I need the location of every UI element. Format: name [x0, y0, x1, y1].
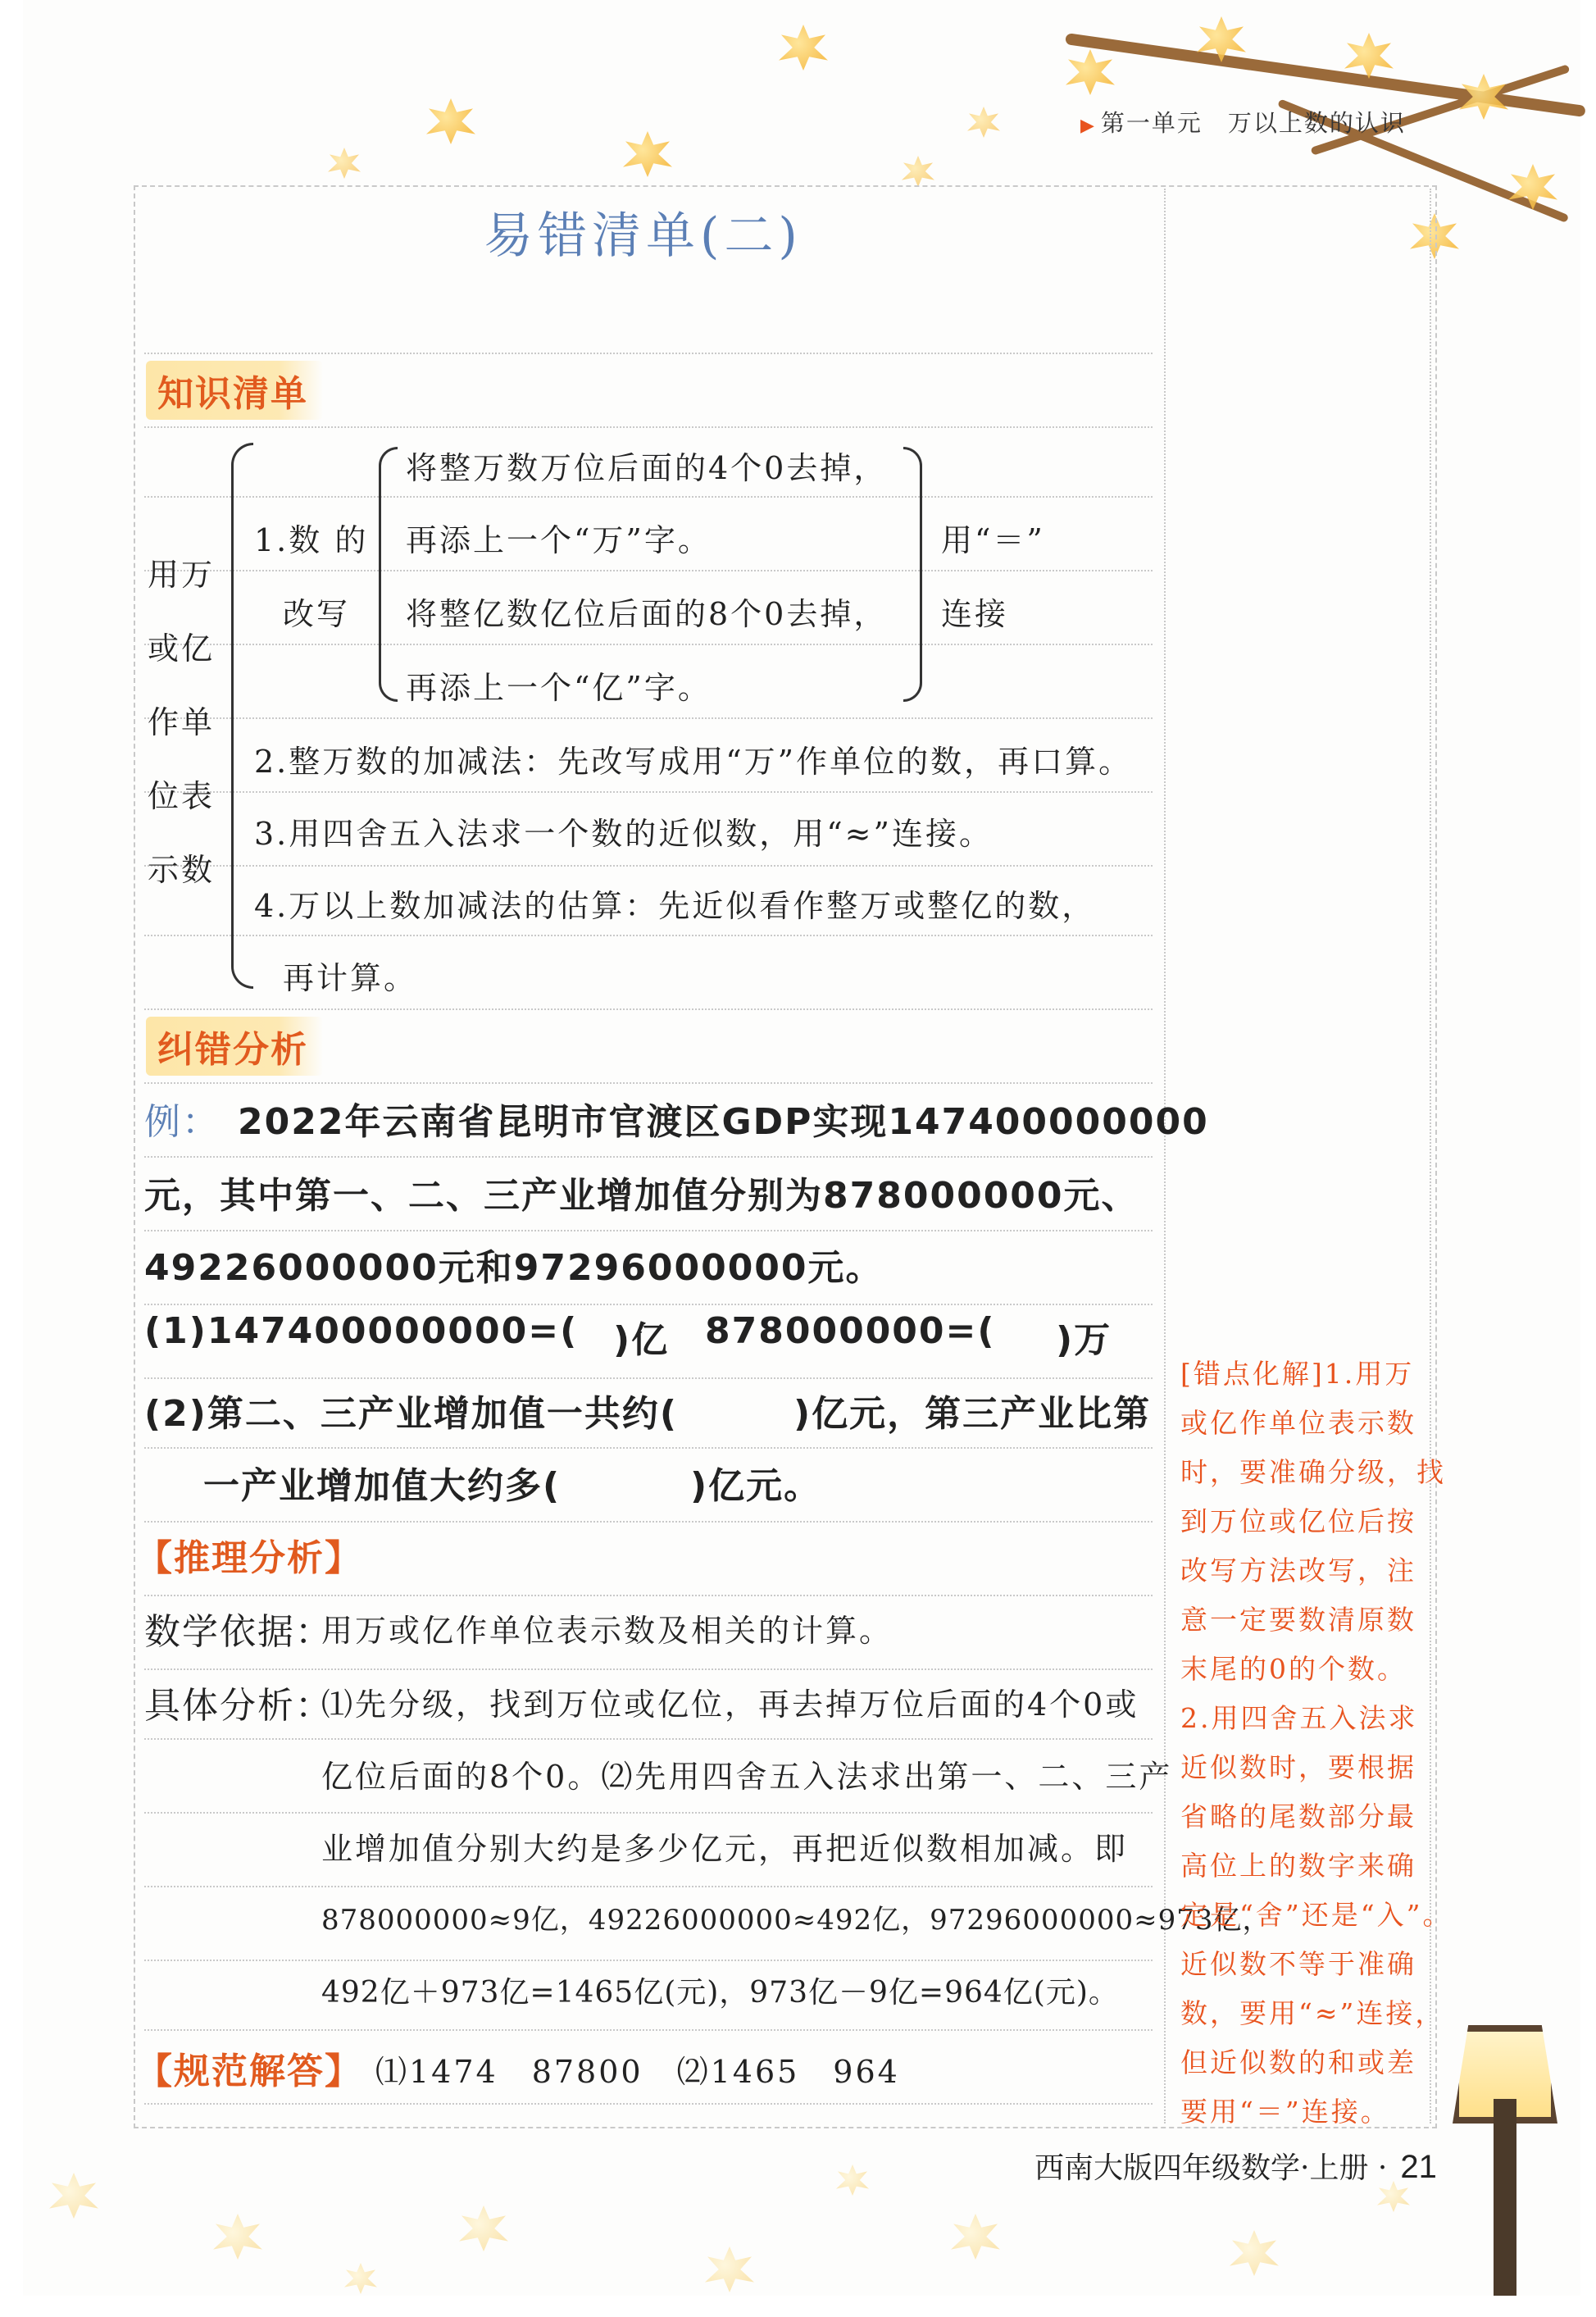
detail-line: ⑴先分级，找到万位或亿位，再去掉万位后面的4个0或	[321, 1687, 1139, 1723]
ruled-line	[144, 1447, 1153, 1449]
left-label-line: 用万	[148, 557, 216, 593]
ruled-line	[144, 1156, 1153, 1158]
ruled-line	[144, 2029, 1153, 2031]
basis-label: 数学依据：	[144, 1611, 333, 1653]
ruled-line	[144, 791, 1153, 793]
question-2-part: (2)第二、三产业增加值一共约(	[144, 1393, 678, 1435]
ruled-line	[144, 1082, 1153, 1084]
question-1-part: )万	[1056, 1319, 1112, 1361]
page-footer	[1034, 2145, 1437, 2187]
item3: 3.用四舍五入法求一个数的近似数，用“≈”连接。	[254, 816, 993, 852]
ruled-line	[144, 717, 1153, 719]
left-label-line: 或亿	[148, 630, 216, 667]
knowledge-section-title: 知识清单	[146, 361, 323, 420]
page-title: 易错清单(二)	[484, 207, 803, 265]
left-label-line: 位表	[148, 778, 216, 814]
side-note-line: 或亿作单位表示数	[1180, 1407, 1416, 1439]
ruled-line	[144, 1738, 1153, 1740]
item4: 4.万以上数加减法的估算：先近似看作整万或整亿的数，	[254, 888, 1096, 924]
side-note-line: 近似数不等于准确	[1180, 1948, 1416, 1980]
item1-line: 再添上一个“万”字。	[406, 522, 712, 558]
ruled-line	[144, 570, 1153, 571]
item1-label: 改写	[283, 596, 351, 632]
ruled-line	[144, 1960, 1153, 1961]
side-note-line: 但近似数的和或差	[1180, 2046, 1416, 2078]
side-note-line: 时，要准确分级，找	[1180, 1456, 1446, 1488]
left-label-line: 示数	[148, 852, 216, 888]
ruled-line	[144, 1008, 1153, 1010]
question-1-part: )亿	[613, 1319, 670, 1361]
triangle-marker-icon: ▶	[1080, 116, 1096, 136]
ruled-line	[144, 1668, 1153, 1670]
side-note-line: 高位上的数字来确	[1180, 1850, 1416, 1882]
question-2-part: )亿元。	[690, 1465, 822, 1507]
item4-continued: 再计算。	[283, 960, 418, 996]
answer-text: ⑴1474 87800 ⑵1465 964	[375, 2054, 900, 2090]
basis-text: 用万或亿作单位表示数及相关的计算。	[321, 1613, 893, 1649]
side-note-line: 改写方法改写，注	[1180, 1555, 1416, 1586]
detail-line: 业增加值分别大约是多少亿元，再把近似数相加减。即	[321, 1831, 1129, 1867]
outer-brace	[231, 443, 253, 989]
ruled-line	[144, 1886, 1153, 1887]
page-number: 21	[1400, 2149, 1437, 2185]
example-line: 49226000000元和97296000000元。	[144, 1247, 884, 1289]
question-2-part: )亿元，第三产业比第	[793, 1393, 1152, 1435]
margin-dotted-line	[1430, 189, 1431, 2124]
side-note-line: 数，要用“≈”连接，	[1180, 1997, 1445, 2029]
left-label-line: 作单	[148, 704, 216, 740]
ruled-line	[144, 1595, 1153, 1596]
unit-header-text: 第一单元 万以上数的认识	[1100, 109, 1406, 137]
book-title: 西南大版四年级数学·上册 ·	[1034, 2151, 1388, 2185]
ruled-line	[144, 644, 1153, 645]
side-note-line: 定是“舍”还是“入”。	[1180, 1899, 1453, 1931]
side-note-line: 省略的尾数部分最	[1180, 1800, 1416, 1832]
question-1-part: 878000000=(	[705, 1310, 996, 1352]
ruled-line	[144, 935, 1153, 936]
detail-label: 具体分析：	[144, 1685, 333, 1727]
detail-line: 亿位后面的8个0。⑵先用四舍五入法求出第一、二、三产	[321, 1759, 1173, 1795]
question-1-part: (1)147400000000=(	[144, 1310, 579, 1352]
correction-section-title: 纠错分析	[146, 1017, 323, 1076]
ruled-line	[144, 865, 1153, 867]
side-note-line: 末尾的0的个数。	[1180, 1653, 1407, 1685]
item1-label: 1.数 的	[254, 522, 369, 558]
side-note-line: [错点化解]1.用万	[1180, 1358, 1415, 1390]
example-line: 2022年云南省昆明市官渡区GDP实现147400000000	[238, 1101, 1209, 1143]
item2: 2.整万数的加减法：先改写成用“万”作单位的数，再口算。	[254, 744, 1133, 780]
ruled-line	[144, 496, 1153, 498]
side-note-line: 意一定要数清原数	[1180, 1604, 1416, 1636]
item1-connector: 用“＝”	[941, 522, 1045, 558]
ruled-line	[144, 1377, 1153, 1379]
inner-brace-left	[379, 447, 398, 702]
side-note-line: 近似数时，要根据	[1180, 1751, 1416, 1783]
side-note-line: 到万位或亿位后按	[1180, 1505, 1416, 1537]
inner-brace-right	[903, 447, 922, 702]
question-2-part: 一产业增加值大约多(	[203, 1465, 562, 1507]
side-note-line: 要用“＝”连接。	[1180, 2096, 1390, 2128]
ruled-line	[144, 2103, 1153, 2105]
unit-header	[1080, 105, 1406, 139]
ruled-line	[144, 426, 1153, 428]
answer-title: 【规范解答】	[136, 2051, 362, 2092]
detail-line: 492亿＋973亿=1465亿(元)，973亿－9亿=964亿(元)。	[321, 1976, 1119, 2010]
example-line: 元，其中第一、二、三产业增加值分别为878000000元、	[144, 1175, 1139, 1217]
margin-dotted-line	[1164, 189, 1166, 2124]
ruled-line	[144, 1521, 1153, 1523]
item1-line: 将整亿数亿位后面的8个0去掉，	[406, 596, 888, 632]
item1-line: 再添上一个“亿”字。	[406, 670, 712, 706]
example-label: 例：	[144, 1101, 220, 1143]
ruled-line	[144, 1812, 1153, 1814]
item1-line: 将整万数万位后面的4个0去掉，	[406, 450, 888, 486]
side-note-line: 2.用四舍五入法求	[1180, 1702, 1418, 1734]
item1-connector: 连接	[941, 596, 1009, 632]
reasoning-title: 【推理分析】	[136, 1537, 362, 1579]
street-lamp-post	[1494, 2099, 1516, 2296]
detail-line: 878000000≈9亿，49226000000≈492亿，97296000000≈973亿，	[321, 1904, 1271, 1937]
ruled-line	[144, 1230, 1153, 1231]
ruled-line	[144, 1304, 1153, 1305]
ruled-line	[144, 353, 1153, 354]
